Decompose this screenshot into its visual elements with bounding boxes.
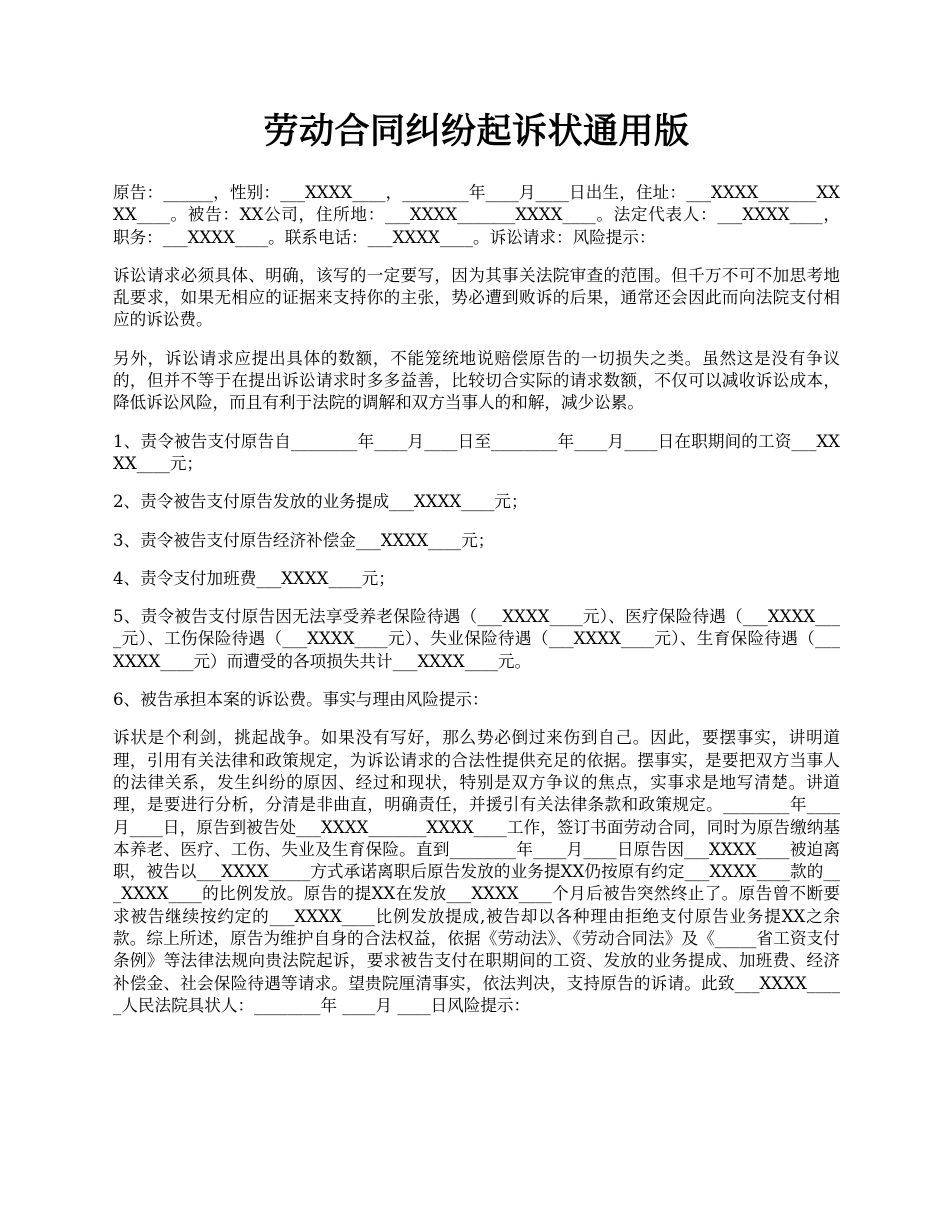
claim-item-1: 1、责令被告支付原告自________年____月____日至________年____月____日在职期间的工资___XXXX____元； xyxy=(113,431,840,473)
facts-and-reasons: 诉状是个利剑，挑起战争。如果没有写好，那么势必倒过来伤到自己。因此，要摆事实，讲明道理，引用有关法律和政策规定，为诉讼请求的合法性提供充足的依据。摆事实，是要把双方当事人的法律关系，发生纠纷的原因、经过和现状，特别是双方争议的焦点，实事求是地写清楚。讲道理，是要进行分析，分清是非曲直，明确责任，并援引有关法律条款和政策规定。________年____月____日，原告到被告处___XXXX_______XXXX____工作，签订书面劳动合同，同时为原告缴纳基本养老、医疗、工伤、失业及生育保险。直到________年____月____日原告因___XXXX____被迫离职，被告以___XXXX_____方式承诺离职后原告发放的业务提XX仍按原有约定___XXXX____款的___XXXX____的比例发放。原告的提XX在发放___XXXX____个月后被告突然终止了。原告曾不断要求被告继续按约定的___XXXX____比例发放提成,被告却以各种理由拒绝支付原告业务提XX之余款。综上所述，原告为维护自身的合法权益，依据《劳动法》、《劳动合同法》及《_____省工资支付条例》等法律法规向贵法院起诉，要求被告支付在职期间的工资、发放的业务提成、加班费、经济补偿金、社会保险待遇等请求。望贵院厘清事实，依法判决，支持原告的诉请。此致___XXXX_____人民法院具状人：________年 ____月 ____日风险提示： xyxy=(113,728,840,1015)
claim-item-6: 6、被告承担本案的诉讼费。事实与理由风险提示： xyxy=(113,690,489,710)
risk-note-claims-amount: 另外，诉讼请求应提出具体的数额，不能笼统地说赔偿原告的一切损失之类。虽然这是没有争议的，但并不等于在提出诉讼请求时多多益善，比较切合实际的请求数额，不仅可以减收诉讼成本，降低诉讼风险，而且有利于法院的调解和双方当事人的和解，减少讼累。 xyxy=(113,348,840,413)
document-title: 劳动合同纠纷起诉状通用版 xyxy=(263,112,690,152)
claim-item-4: 4、责令支付加班费___XXXX____元； xyxy=(113,568,395,588)
claim-item-3: 3、责令被告支付原告经济补偿金___XXXX____元； xyxy=(113,530,495,550)
plaintiff-defendant-info: 原告：______，性别：___XXXX____，________年____月____日出生，住址：___XXXX_______XXXX____。被告：XX公司，住所地：___XXXX_______XXXX____。法定代表人：___XXXX____，职务：___XXXX____。联系电话：___XXXX____。诉讼请求：风险提示： xyxy=(113,183,840,247)
document-page xyxy=(113,108,840,1033)
claim-item-2: 2、责令被告支付原告发放的业务提成___XXXX____元； xyxy=(113,492,528,512)
claim-item-5: 5、责令被告支付原告因无法享受养老保险待遇（___XXXX____元）、医疗保险待遇（___XXXX____元）、工伤保险待遇（___XXXX____元）、失业保险待遇（___XXXX____元）、生育保险待遇（___XXXX____元）而遭受的各项损失共计___XXXX____元。 xyxy=(113,607,840,671)
risk-note-claims-specific: 诉讼请求必须具体、明确，该写的一定要写，因为其事关法院审查的范围。但千万不可不加思考地乱要求，如果无相应的证据来支持你的主张，势必遭到败诉的后果，通常还会因此而向法院支付相应的诉讼费。 xyxy=(113,265,840,330)
